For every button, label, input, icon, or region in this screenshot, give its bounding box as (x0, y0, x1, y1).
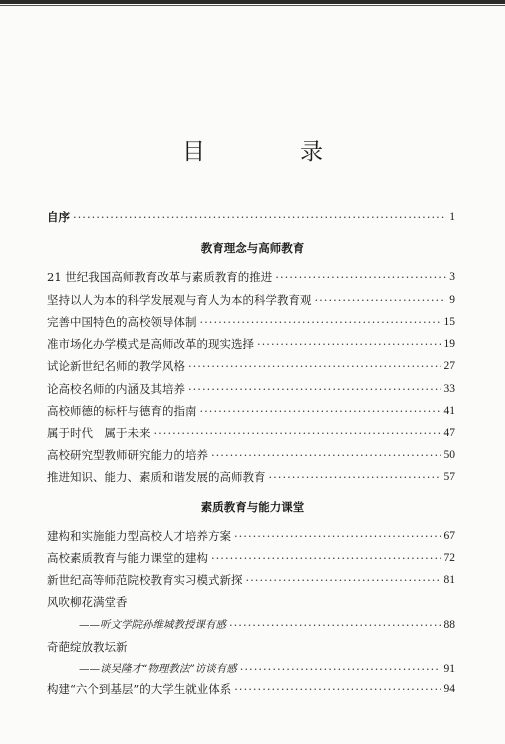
toc-entry[interactable] (79, 660, 455, 678)
leader-dots (240, 660, 441, 678)
toc-entry-page: 19 (443, 338, 455, 350)
section-heading: 素质教育与能力课堂 (200, 500, 305, 514)
toc-entry-page: 47 (443, 427, 455, 439)
toc-entry-page: 33 (443, 383, 455, 395)
toc-entry-page: 9 (449, 294, 455, 306)
toc-entry-page: 91 (443, 663, 455, 675)
leader-dots (73, 208, 446, 226)
toc-entry-title: 自序 (47, 210, 70, 224)
leader-dots (188, 380, 441, 398)
toc-entry-title: 完善中国特色的高校领导体制 (47, 315, 197, 329)
toc-entry-title: 推进知识、能力、素质和谐发展的高师教育 (47, 470, 266, 484)
leader-dots (200, 402, 441, 420)
toc-entry-page: 1 (449, 211, 455, 223)
leader-dots (211, 549, 441, 567)
toc-entry-page: 15 (443, 316, 455, 328)
toc-entry-page: 27 (443, 360, 455, 372)
toc-entry-title: 高校师德的标杆与德育的指南 (47, 404, 197, 418)
leader-dots (315, 291, 447, 309)
toc-entry[interactable] (47, 357, 455, 375)
leader-dots (246, 571, 441, 589)
toc-entry-preface[interactable] (47, 208, 455, 226)
toc-entry-page: 50 (443, 449, 455, 461)
toc-entry[interactable] (47, 402, 455, 420)
leader-dots (211, 446, 441, 464)
toc-entry-title: 新世纪高等师范院校教育实习模式新探 (47, 573, 243, 587)
toc-entry-title: 风吹柳花满堂香 (47, 595, 128, 609)
toc-entry[interactable] (47, 527, 455, 545)
section-heading: 教育理念与高师教育 (200, 241, 305, 255)
toc-entry[interactable] (47, 424, 455, 442)
toc-entry-title: 高校研究型教师研究能力的培养 (47, 448, 208, 462)
toc-entry-page: 81 (443, 574, 455, 586)
toc-entry[interactable] (47, 680, 455, 698)
top-border (0, 0, 505, 4)
page-title: 目 录 (182, 139, 359, 165)
toc-entry-title: 坚持以人为本的科学发展观与育人为本的科学教育观 (47, 293, 312, 307)
toc-entry[interactable] (47, 549, 455, 567)
toc-entry-subtitle: ——谈吴隆才“物理教法”访谈有感 (79, 663, 237, 675)
toc-entry[interactable] (79, 616, 455, 634)
toc-entry-page: 57 (443, 471, 455, 483)
toc-entry-title: 准市场化办学模式是高师改革的现实选择 (47, 337, 254, 351)
leader-dots (188, 357, 441, 375)
toc-entry-subtitle: ——听文学院孙维城教授课有感 (79, 619, 226, 631)
toc-entry[interactable] (47, 268, 455, 286)
toc-entry-title: 奇葩绽放教坛新 (47, 640, 128, 654)
toc-entry-title: 属于时代 属于未来 (47, 426, 151, 440)
top-border-thin (0, 5, 505, 6)
toc-entry-title: 21 世纪我国高师教育改革与素质教育的推进 (47, 270, 273, 284)
toc-entry[interactable] (47, 335, 455, 353)
leader-dots (234, 527, 441, 545)
toc-entry[interactable] (47, 380, 455, 398)
toc-entry-page: 72 (443, 552, 455, 564)
toc-entry-title: 论高校名师的内涵及其培养 (47, 382, 185, 396)
toc-entry-page: 41 (443, 405, 455, 417)
toc-entry-title: 建构和实施能力型高校人才培养方案 (47, 529, 231, 543)
leader-dots (229, 616, 441, 634)
toc-entry-page: 94 (443, 683, 455, 695)
toc-entry-title: 试论新世纪名师的教学风格 (47, 359, 185, 373)
toc-entry[interactable] (47, 291, 455, 309)
toc-entry-page: 88 (443, 619, 455, 631)
toc-entry-title: 构建“六个到基层”的大学生就业体系 (47, 682, 232, 696)
leader-dots (234, 680, 440, 698)
toc-entry[interactable] (47, 313, 455, 331)
toc-entry-page: 67 (443, 530, 455, 542)
toc-entry-title: 高校素质教育与能力课堂的建构 (47, 551, 208, 565)
leader-dots (200, 313, 441, 331)
leader-dots (269, 468, 441, 486)
toc-entry[interactable] (47, 468, 455, 486)
toc-entry[interactable] (47, 446, 455, 464)
leader-dots (154, 424, 441, 442)
toc-entry-page: 3 (449, 271, 455, 283)
toc-entry[interactable] (47, 571, 455, 589)
leader-dots (275, 268, 446, 286)
leader-dots (257, 335, 441, 353)
